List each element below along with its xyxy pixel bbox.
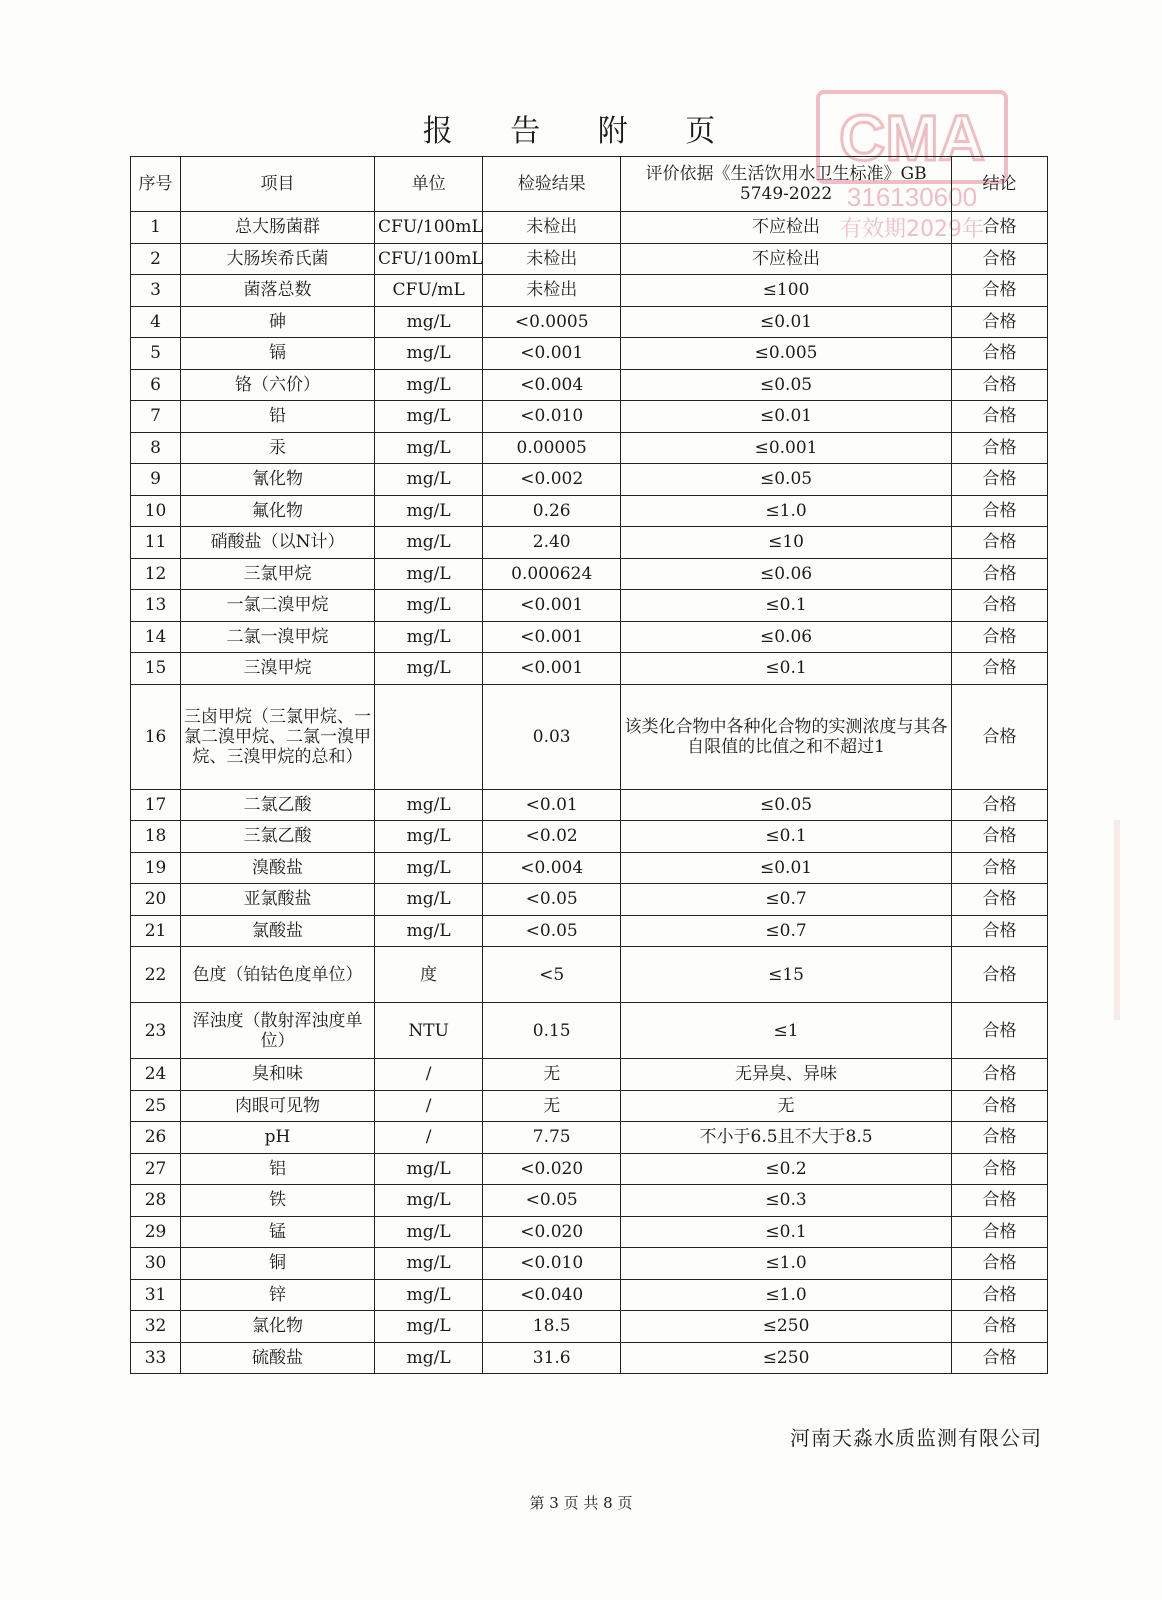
table-row	[131, 1311, 1048, 1343]
cell-no: 25	[131, 1090, 181, 1122]
cell-unit: mg/L	[375, 369, 483, 401]
cell-no: 28	[131, 1185, 181, 1217]
table-row	[131, 495, 1048, 527]
cell-standard: ≤1.0	[621, 495, 952, 527]
cell-item: 三卤甲烷（三氯甲烷、一氯二溴甲烷、二氯一溴甲烷、三溴甲烷的总和）	[181, 684, 375, 789]
cell-result: 无	[483, 1090, 621, 1122]
cell-item: 砷	[181, 306, 375, 338]
cell-standard: ≤1.0	[621, 1248, 952, 1280]
cell-result: 0.00005	[483, 432, 621, 464]
table-row	[131, 684, 1048, 789]
table-row	[131, 590, 1048, 622]
cell-result: <0.02	[483, 821, 621, 853]
cell-standard: ≤10	[621, 527, 952, 559]
cell-item: 氯化物	[181, 1311, 375, 1343]
cell-unit: /	[375, 1059, 483, 1091]
cell-item: 氟化物	[181, 495, 375, 527]
cell-conclusion: 合格	[951, 852, 1047, 884]
cell-conclusion: 合格	[951, 1059, 1047, 1091]
cell-unit: CFU/100mL	[375, 243, 483, 275]
cell-unit	[375, 684, 483, 789]
cell-standard: ≤15	[621, 947, 952, 1003]
cell-standard: ≤0.1	[621, 821, 952, 853]
cell-result: 未检出	[483, 212, 621, 244]
cell-item: 汞	[181, 432, 375, 464]
cell-unit: mg/L	[375, 1216, 483, 1248]
table-row	[131, 1090, 1048, 1122]
cell-result: 7.75	[483, 1122, 621, 1154]
cell-conclusion: 合格	[951, 338, 1047, 370]
cell-unit: mg/L	[375, 915, 483, 947]
cell-no: 4	[131, 306, 181, 338]
cell-no: 13	[131, 590, 181, 622]
cell-no: 19	[131, 852, 181, 884]
cell-no: 32	[131, 1311, 181, 1343]
cell-standard: ≤250	[621, 1342, 952, 1374]
cell-item: 色度（铂钴色度单位）	[181, 947, 375, 1003]
cell-standard: 不小于6.5且不大于8.5	[621, 1122, 952, 1154]
table-header-row	[131, 157, 1048, 212]
cell-unit: mg/L	[375, 1279, 483, 1311]
cell-item: 锌	[181, 1279, 375, 1311]
cell-result: <0.004	[483, 852, 621, 884]
cell-standard: ≤100	[621, 275, 952, 307]
cell-standard: ≤0.2	[621, 1153, 952, 1185]
cell-conclusion: 合格	[951, 495, 1047, 527]
cell-standard: 不应检出	[621, 243, 952, 275]
header-unit: 单位	[375, 157, 483, 212]
cell-standard: ≤250	[621, 1311, 952, 1343]
table-row	[131, 212, 1048, 244]
cell-item: 二氯乙酸	[181, 789, 375, 821]
cell-conclusion: 合格	[951, 1311, 1047, 1343]
table-row	[131, 1153, 1048, 1185]
table-row	[131, 306, 1048, 338]
table-row	[131, 884, 1048, 916]
seal-logo-text: CMA	[839, 102, 985, 174]
cell-result: 未检出	[483, 243, 621, 275]
cell-conclusion: 合格	[951, 1185, 1047, 1217]
table-row	[131, 653, 1048, 685]
cell-item: 大肠埃希氏菌	[181, 243, 375, 275]
cell-no: 3	[131, 275, 181, 307]
cell-unit: mg/L	[375, 338, 483, 370]
cell-result: 2.40	[483, 527, 621, 559]
cell-item: 锰	[181, 1216, 375, 1248]
cell-result: <0.020	[483, 1153, 621, 1185]
cell-standard: 该类化合物中各种化合物的实测浓度与其各自限值的比值之和不超过1	[621, 684, 952, 789]
header-item: 项目	[181, 157, 375, 212]
table-row	[131, 1248, 1048, 1280]
cell-item: 一氯二溴甲烷	[181, 590, 375, 622]
cell-conclusion: 合格	[951, 306, 1047, 338]
cell-no: 26	[131, 1122, 181, 1154]
cell-conclusion: 合格	[951, 947, 1047, 1003]
cell-result: <0.004	[483, 369, 621, 401]
cell-unit: mg/L	[375, 1311, 483, 1343]
cell-no: 24	[131, 1059, 181, 1091]
cell-no: 12	[131, 558, 181, 590]
company-name: 河南天淼水质监测有限公司	[790, 1426, 1042, 1450]
cell-item: 镉	[181, 338, 375, 370]
cell-standard: 不应检出	[621, 212, 952, 244]
cell-item: 铝	[181, 1153, 375, 1185]
table-row	[131, 852, 1048, 884]
cell-unit: mg/L	[375, 306, 483, 338]
page-number: 第 3 页 共 8 页	[529, 1494, 633, 1512]
cell-item: 总大肠菌群	[181, 212, 375, 244]
cell-unit: mg/L	[375, 527, 483, 559]
cell-conclusion: 合格	[951, 369, 1047, 401]
cell-result: <0.040	[483, 1279, 621, 1311]
cell-standard: ≤0.01	[621, 401, 952, 433]
cell-standard: ≤1	[621, 1003, 952, 1059]
table-row	[131, 1216, 1048, 1248]
cell-no: 16	[131, 684, 181, 789]
cell-unit: mg/L	[375, 495, 483, 527]
cell-unit: mg/L	[375, 821, 483, 853]
cell-conclusion: 合格	[951, 1122, 1047, 1154]
seal-validity-text: 有效期2029年	[840, 217, 984, 242]
cell-result: <0.020	[483, 1216, 621, 1248]
table-row	[131, 621, 1048, 653]
table-row	[131, 527, 1048, 559]
table-row	[131, 369, 1048, 401]
cell-unit: mg/L	[375, 1153, 483, 1185]
cell-standard: ≤0.06	[621, 558, 952, 590]
cell-unit: mg/L	[375, 558, 483, 590]
table-row	[131, 243, 1048, 275]
cell-item: 臭和味	[181, 1059, 375, 1091]
cell-result: <0.001	[483, 621, 621, 653]
cell-unit: mg/L	[375, 432, 483, 464]
cell-no: 31	[131, 1279, 181, 1311]
cell-unit: mg/L	[375, 789, 483, 821]
cell-no: 27	[131, 1153, 181, 1185]
cell-conclusion: 合格	[951, 590, 1047, 622]
cell-item: 硫酸盐	[181, 1342, 375, 1374]
cell-standard: 无	[621, 1090, 952, 1122]
cell-item: 亚氯酸盐	[181, 884, 375, 916]
cell-unit: CFU/mL	[375, 275, 483, 307]
cell-unit: mg/L	[375, 590, 483, 622]
table-row	[131, 401, 1048, 433]
cell-unit: 度	[375, 947, 483, 1003]
cell-item: 三氯甲烷	[181, 558, 375, 590]
cell-unit: mg/L	[375, 1185, 483, 1217]
cell-no: 23	[131, 1003, 181, 1059]
cell-no: 8	[131, 432, 181, 464]
cell-result: <0.010	[483, 1248, 621, 1280]
cell-conclusion: 合格	[951, 653, 1047, 685]
cell-standard: ≤0.1	[621, 653, 952, 685]
cell-unit: mg/L	[375, 1342, 483, 1374]
cell-result: 31.6	[483, 1342, 621, 1374]
cell-standard: ≤1.0	[621, 1279, 952, 1311]
cell-no: 15	[131, 653, 181, 685]
table-row	[131, 1003, 1048, 1059]
table-row	[131, 947, 1048, 1003]
cell-item: 铜	[181, 1248, 375, 1280]
cell-unit: /	[375, 1090, 483, 1122]
table-row	[131, 432, 1048, 464]
cell-item: 溴酸盐	[181, 852, 375, 884]
table-row	[131, 275, 1048, 307]
cell-result: <0.001	[483, 338, 621, 370]
cell-unit: mg/L	[375, 464, 483, 496]
cell-no: 17	[131, 789, 181, 821]
cell-conclusion: 合格	[951, 684, 1047, 789]
cell-item: 铁	[181, 1185, 375, 1217]
results-table	[130, 156, 1048, 1374]
cell-no: 1	[131, 212, 181, 244]
table-row	[131, 821, 1048, 853]
cell-unit: mg/L	[375, 852, 483, 884]
cell-unit: mg/L	[375, 653, 483, 685]
cell-item: 肉眼可见物	[181, 1090, 375, 1122]
table-row	[131, 1342, 1048, 1374]
cell-result: 0.15	[483, 1003, 621, 1059]
cell-result: <0.010	[483, 401, 621, 433]
cell-conclusion: 合格	[951, 821, 1047, 853]
cell-result: <0.0005	[483, 306, 621, 338]
table-row	[131, 558, 1048, 590]
cell-conclusion: 合格	[951, 243, 1047, 275]
header-standard: 评价依据《生活饮用水卫生标准》GB 5749-2022	[621, 157, 952, 212]
table-row	[131, 338, 1048, 370]
cell-standard: ≤0.3	[621, 1185, 952, 1217]
header-result: 检验结果	[483, 157, 621, 212]
cell-no: 22	[131, 947, 181, 1003]
cell-item: 氯酸盐	[181, 915, 375, 947]
cell-item: 硝酸盐（以N计）	[181, 527, 375, 559]
cell-item: 三氯乙酸	[181, 821, 375, 853]
cell-conclusion: 合格	[951, 1342, 1047, 1374]
cell-item: 三溴甲烷	[181, 653, 375, 685]
cell-conclusion: 合格	[951, 1003, 1047, 1059]
cell-unit: mg/L	[375, 884, 483, 916]
cell-conclusion: 合格	[951, 789, 1047, 821]
cell-no: 20	[131, 884, 181, 916]
cell-conclusion: 合格	[951, 401, 1047, 433]
cell-conclusion: 合格	[951, 915, 1047, 947]
cell-no: 2	[131, 243, 181, 275]
cell-conclusion: 合格	[951, 1248, 1047, 1280]
table-row	[131, 1122, 1048, 1154]
cell-standard: ≤0.7	[621, 884, 952, 916]
cell-standard: ≤0.005	[621, 338, 952, 370]
cell-conclusion: 合格	[951, 884, 1047, 916]
cell-standard: ≤0.05	[621, 369, 952, 401]
cell-unit: CFU/100mL	[375, 212, 483, 244]
cell-no: 9	[131, 464, 181, 496]
cell-result: 18.5	[483, 1311, 621, 1343]
cell-conclusion: 合格	[951, 1216, 1047, 1248]
cell-result: <0.002	[483, 464, 621, 496]
cell-no: 14	[131, 621, 181, 653]
cell-standard: ≤0.1	[621, 590, 952, 622]
cell-conclusion: 合格	[951, 432, 1047, 464]
cell-item: 二氯一溴甲烷	[181, 621, 375, 653]
cell-conclusion: 合格	[951, 212, 1047, 244]
edge-stamp-mark	[1112, 820, 1126, 1020]
cell-no: 21	[131, 915, 181, 947]
cell-result: 未检出	[483, 275, 621, 307]
cell-result: <0.001	[483, 590, 621, 622]
cell-standard: ≤0.01	[621, 852, 952, 884]
cell-standard: ≤0.7	[621, 915, 952, 947]
cell-no: 29	[131, 1216, 181, 1248]
page-title: 报 告 附 页	[422, 114, 740, 149]
cell-standard: ≤0.001	[621, 432, 952, 464]
cell-result: <0.01	[483, 789, 621, 821]
cell-item: 菌落总数	[181, 275, 375, 307]
cell-item: 铬（六价）	[181, 369, 375, 401]
cell-result: <0.05	[483, 1185, 621, 1217]
cell-no: 11	[131, 527, 181, 559]
cell-no: 33	[131, 1342, 181, 1374]
cell-result: <5	[483, 947, 621, 1003]
table-row	[131, 789, 1048, 821]
header-conclusion: 结论	[951, 157, 1047, 212]
cell-no: 5	[131, 338, 181, 370]
cell-standard: ≤0.05	[621, 464, 952, 496]
cell-standard: ≤0.06	[621, 621, 952, 653]
table-row	[131, 1059, 1048, 1091]
cell-item: 浑浊度（散射浑浊度单位）	[181, 1003, 375, 1059]
cell-standard: ≤0.05	[621, 789, 952, 821]
cell-conclusion: 合格	[951, 558, 1047, 590]
cell-standard: ≤0.01	[621, 306, 952, 338]
table-row	[131, 1279, 1048, 1311]
cell-no: 6	[131, 369, 181, 401]
cell-result: <0.001	[483, 653, 621, 685]
cell-unit: mg/L	[375, 401, 483, 433]
cell-no: 7	[131, 401, 181, 433]
cell-standard: 无异臭、异味	[621, 1059, 952, 1091]
cell-conclusion: 合格	[951, 275, 1047, 307]
cell-result: <0.05	[483, 915, 621, 947]
cell-conclusion: 合格	[951, 621, 1047, 653]
cell-unit: mg/L	[375, 1248, 483, 1280]
cell-conclusion: 合格	[951, 1279, 1047, 1311]
cell-unit: mg/L	[375, 621, 483, 653]
cell-standard: ≤0.1	[621, 1216, 952, 1248]
cell-result: <0.05	[483, 884, 621, 916]
cell-unit: /	[375, 1122, 483, 1154]
cell-result: 0.26	[483, 495, 621, 527]
seal-number-text: 316130600	[846, 182, 978, 212]
table-row	[131, 1185, 1048, 1217]
cell-unit: NTU	[375, 1003, 483, 1059]
cell-no: 30	[131, 1248, 181, 1280]
cell-conclusion: 合格	[951, 527, 1047, 559]
cell-item: 氰化物	[181, 464, 375, 496]
cell-conclusion: 合格	[951, 1090, 1047, 1122]
cell-conclusion: 合格	[951, 464, 1047, 496]
header-no: 序号	[131, 157, 181, 212]
cell-result: 0.000624	[483, 558, 621, 590]
cell-result: 0.03	[483, 684, 621, 789]
table-row	[131, 464, 1048, 496]
cell-no: 18	[131, 821, 181, 853]
cell-item: pH	[181, 1122, 375, 1154]
cell-no: 10	[131, 495, 181, 527]
table-row	[131, 915, 1048, 947]
cell-result: 无	[483, 1059, 621, 1091]
cell-item: 铅	[181, 401, 375, 433]
cell-conclusion: 合格	[951, 1153, 1047, 1185]
